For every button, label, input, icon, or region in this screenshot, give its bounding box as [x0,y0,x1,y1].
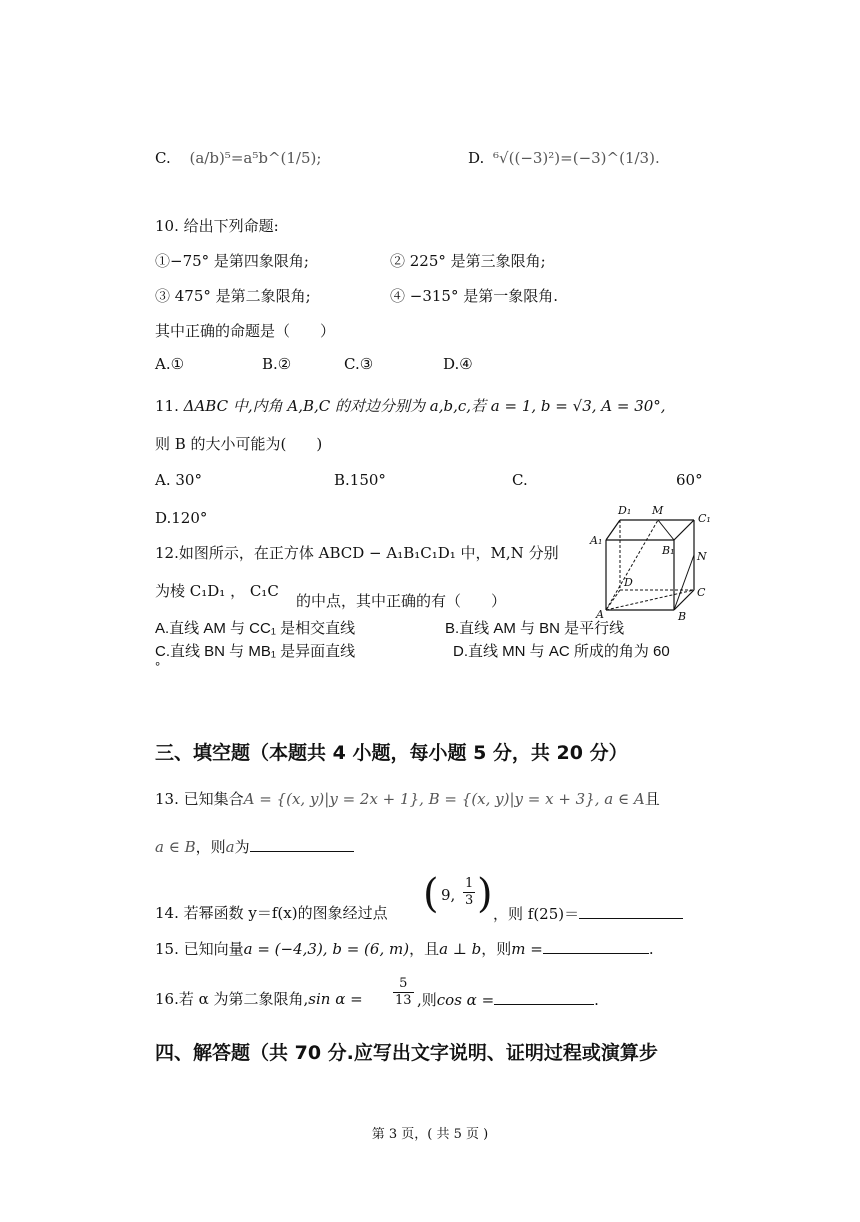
page-footer: 第 3 页，( 共 5 页 ) [371,1127,489,1142]
q14-left-paren: ( [423,871,439,917]
q16-fraction [393,976,414,1009]
q14-numerator: 1 [465,876,474,891]
q16-then: ,则 [417,991,437,1009]
q13-and: 且 [644,790,660,808]
q13-prefix: 13. 已知集合 [155,790,244,808]
q14-denominator: 3 [465,893,474,908]
q11-number: 11. [155,397,184,415]
q13-is: 为 [234,838,250,856]
q14-right-paren: ) [477,871,493,917]
cube-label-m: M [652,504,664,517]
q9-option-d-expr: ⁶√((−3)²)=(−3)^(1/3). [493,149,660,167]
q15-prefix: 15. 已知向量 [155,940,244,958]
cube-label-b: B [678,610,687,620]
q9-option-c [155,149,321,167]
q15-vectors: a = (−4,3), b = (6, m) [243,940,410,958]
q12-option-b: B.直线 AM 与 BN 是平行线 [445,620,625,637]
q13-line2 [155,835,354,857]
edge-b-c [674,590,694,610]
q16-period: . [594,991,599,1009]
q12-option-c: C.直线 BN 与 MB₁ 是异面直线 [155,643,356,660]
q12-option-d-tail: ° [155,659,161,674]
q12-option-a: A.直线 AM 与 CC₁ 是相交直线 [155,620,356,637]
q16-answer-blank[interactable] [494,988,594,1005]
q13-then: ，则 [195,838,226,856]
section-3-title: 三、填空题（本题共 4 小题，每小题 5 分，共 20 分） [155,742,628,764]
q16-numerator: 5 [393,976,414,993]
q13-variable: a [225,838,235,856]
edge-c1-b1 [674,520,694,540]
q16-body [155,988,363,1009]
q15-m: m = [511,940,543,958]
segment-m-b1 [658,520,674,540]
q15-then: ，则 [481,940,512,958]
edge-d1-a1 [606,520,620,540]
q12-stem-line3: 的中点，其中正确的有（ ） [296,592,507,610]
q10-proposition-1: ①−75° 是第四象限角; [155,252,309,270]
q16-denominator: 13 [395,993,412,1008]
q13-sets: A = {(x, y)|y = 2x + 1}, B = {(x, y)|y = x + 3}, a ∈ A [243,790,645,808]
q11-option-d: D.120° [155,509,208,527]
q10-proposition-4: ④ −315° 是第一象限角. [390,287,559,305]
q12-stem-line2: 为棱 C₁D₁ ， C₁C [155,582,279,600]
q14-answer-blank[interactable] [579,902,683,919]
q14-tail [493,902,683,924]
q10-proposition-3: ③ 475° 是第二象限角; [155,287,311,305]
q11-ask: 则 B 的大小可能为( ) [155,435,323,453]
q15-answer-blank[interactable] [543,937,649,954]
segment-a-m [606,520,658,610]
q11-option-c: C. [512,471,528,489]
q11-stem-text: ΔABC 中,内角 A,B,C 的对边分别为 a,b,c,若 a = 1, b = √3, A = 30°, [183,397,666,415]
q11-option-a: A. 30° [155,471,202,489]
q15-and: ，且 [409,940,440,958]
q13-line1 [155,788,660,809]
cube-label-a: A [596,608,604,620]
q15-period: . [648,940,654,958]
q10-option-a: A.① [155,355,185,373]
q10-option-d: D.④ [443,355,473,373]
q14-fraction [463,876,475,909]
q14-ask: ，则 f(25)＝ [493,905,580,923]
cube-label-b1: B₁ [662,544,675,557]
cube-label-n: N [697,550,707,563]
cube-figure [588,500,718,620]
q16-tail [417,988,599,1010]
q16-sin: sin α = [308,990,363,1008]
q10-ask: 其中正确的命题是（ ） [155,322,336,340]
q10-option-b: B.② [262,355,292,373]
q12-option-d: D.直线 MN 与 AC 所成的角为 60 [453,643,670,660]
segment-b-n [674,555,694,610]
q11-option-c-value: 60° [676,471,703,489]
cube-label-d1: D₁ [618,504,632,517]
q10-stem: 10. 给出下列命题: [155,217,279,235]
section-4-title: 四、解答题（共 70 分.应写出文字说明、证明过程或演算步 [155,1042,658,1064]
q10-option-c: C.③ [344,355,374,373]
q10-proposition-2: ② 225° 是第三象限角; [390,252,546,270]
q9-option-d [468,149,660,167]
cube-label-c1: C₁ [698,512,711,525]
cube-label-a1: A₁ [590,534,603,547]
q14-stem: 14. 若幂函数 y＝f(x)的图象经过点 [155,904,388,922]
q16-prefix: 16.若 α 为第二象限角, [155,990,309,1008]
q12-stem-line1: 12.如图所示，在正方体 ABCD − A₁B₁C₁D₁ 中，M,N 分别 [155,544,559,562]
q11-option-b: B.150° [334,471,386,489]
q11-stem [155,395,666,416]
q16-cos: cos α = [436,991,495,1009]
edge-a-c [606,590,694,610]
q9-option-d-label: D. [468,149,485,167]
q13-answer-blank[interactable] [250,835,354,852]
q9-option-c-expr: (a/b)⁵=a⁵b^(1/5); [189,149,322,167]
q9-option-c-label: C. [155,149,171,167]
q15 [155,937,654,959]
q15-perp: a ⊥ b [439,940,482,958]
q13-condition: a ∈ B [155,838,196,856]
cube-label-d: D [624,576,633,589]
q14-point-x: 9, [441,886,456,904]
cube-label-c: C [697,586,706,599]
